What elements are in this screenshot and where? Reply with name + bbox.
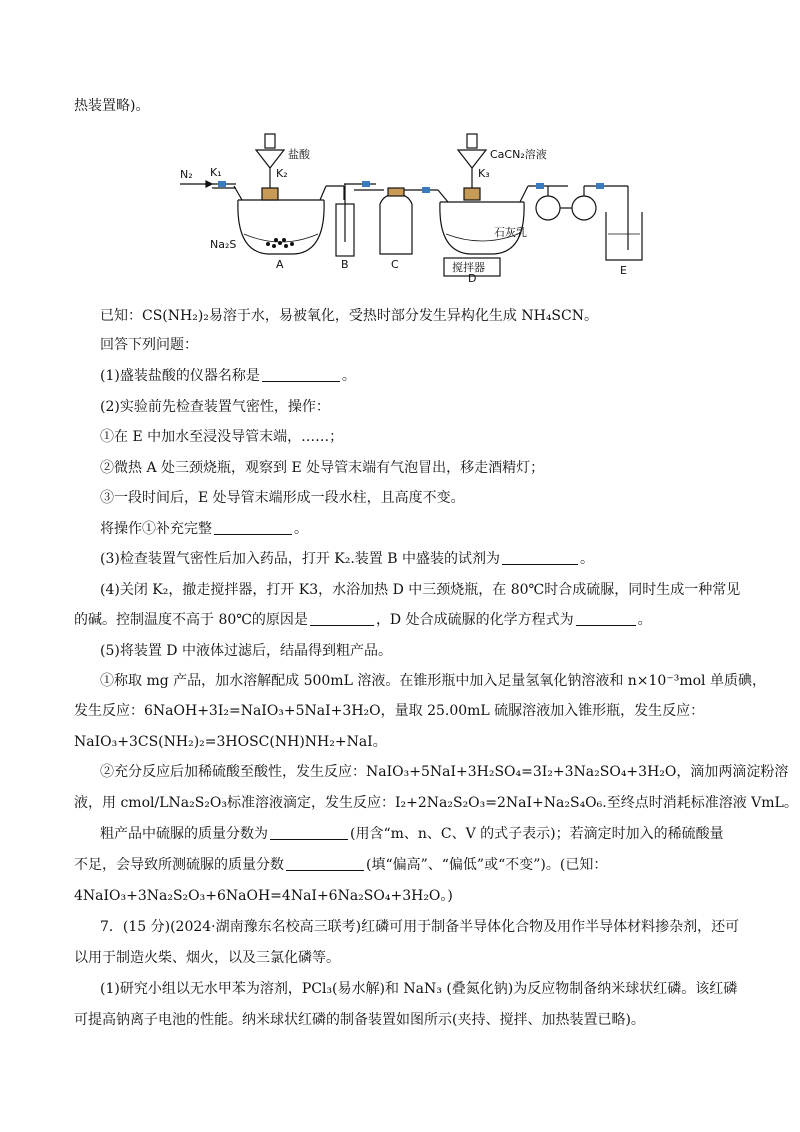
answer-prompt: 回答下列问题： — [100, 337, 198, 353]
q5-step2-b: 液，用 cmol/LNa₂S₂O₃标准溶液滴定，发生反应：I₂+2Na₂S₂O₃=2NaI+Na₂S₄O₆.至终点时消耗标准溶液 VmL。 — [74, 795, 798, 811]
funnel-a — [256, 150, 284, 168]
q5-step2-a: ②充分反应后加稀硫酸至酸性，发生反应：NaIO₃+5NaI+3H₂SO₄=3I₂+3Na₂SO₄+3H₂O，滴加两滴淀粉溶 — [100, 764, 789, 780]
label-a: A — [276, 258, 284, 271]
q4-line-b: 的碱。控制温度不高于 80℃的原因是 ，D 处合成硫脲的化学方程式为 。 — [74, 612, 652, 628]
q5-step1-c: NaIO₃+3CS(NH₂)₂=3HOSC(NH)NH₂+NaI。 — [74, 734, 387, 750]
q5-blank-1[interactable] — [270, 825, 348, 840]
q5-step1-a: ①称取 mg 产品，加水溶解配成 500mL 溶液。在锥形瓶中加入足量氢氧化钠溶液和 n×10⁻³mol 单质碘， — [100, 673, 766, 689]
label-b: B — [341, 258, 349, 271]
q5-result-b: 不足，会导致所测硫脲的质量分数 (填“偏高”、“偏低”或“不变”)。(已知： — [74, 857, 608, 873]
flask-a — [238, 200, 324, 254]
funnel-d — [458, 150, 486, 168]
q2-step2: ②微热 A 处三颈烧瓶，观察到 E 处导管末端有气泡冒出，移走酒精灯； — [100, 460, 545, 476]
q2-step1: ①在 E 中加水至浸没导管末端，……； — [100, 429, 344, 445]
label-c: C — [391, 258, 399, 271]
header-line: 热装置略)。 — [74, 98, 150, 114]
q5-result-c: 4NaIO₃+3Na₂S₂O₃+6NaOH=4NaI+6Na₂SO₄+3H₂O。) — [74, 888, 453, 904]
label-k1: K₁ — [210, 166, 222, 179]
q3-blank[interactable] — [502, 550, 578, 565]
q4-blank-1[interactable] — [310, 611, 374, 626]
q7-line-a: 7．(15 分)(2024·湖南豫东名校高三联考)红磷可用于制备半导体化合物及用作半导体材料掺杂剂，还可 — [100, 919, 740, 935]
apparatus-figure — [176, 122, 646, 282]
q2-blank[interactable] — [214, 520, 292, 535]
q2-complete: 将操作①补充完整 。 — [100, 521, 308, 537]
label-k2: K₂ — [276, 167, 288, 180]
label-e: E — [620, 264, 627, 277]
label-lime-milk: 石灰乳 — [494, 226, 527, 239]
label-k3: K₃ — [478, 167, 490, 180]
label-hcl: 盐酸 — [288, 148, 310, 161]
q7-part1-b: 可提高钠离子电池的性能。纳米球状红磷的制备装置如图所示(夹持、搅拌、加热装置已略)。 — [74, 1012, 645, 1028]
label-cacn2: CaCN₂溶液 — [490, 148, 547, 161]
bulb-2 — [572, 196, 596, 220]
q3-line: (3)检查装置气密性后加入药品，打开 K₂.装置 B 中盛装的试剂为 。 — [100, 551, 594, 567]
known-line: 已知：CS(NH₂)₂易溶于水，易被氧化，受热时部分发生异构化生成 NH₄SCN。 — [100, 308, 598, 324]
bottle-c — [380, 194, 412, 254]
q1-line: (1)盛装盐酸的仪器名称是 。 — [100, 368, 356, 384]
q4-blank-2[interactable] — [576, 611, 636, 626]
q2-step3: ③一段时间后，E 处导管末端形成一段水柱，且高度不变。 — [100, 490, 465, 506]
label-n2: N₂ — [180, 168, 193, 181]
q5-step1-b: 发生反应：6NaOH+3I₂=NaIO₃+5NaI+3H₂O，量取 25.00mL 硫脲溶液加入锥形瓶，发生反应： — [74, 703, 705, 719]
q2-line: (2)实验前先检查装置气密性，操作： — [100, 399, 330, 415]
q5-blank-2[interactable] — [286, 856, 364, 871]
label-stirrer: 搅拌器 — [452, 261, 485, 274]
label-na2s: Na₂S — [210, 238, 237, 251]
q4-line-a: (4)关闭 K₂，撤走搅拌器，打开 K3，水浴加热 D 中三颈烧瓶，在 80℃时合成硫脲，同时生成一种常见 — [100, 582, 741, 598]
q7-part1-a: (1)研究小组以无水甲苯为溶剂，PCl₃(易水解)和 NaN₃ (叠氮化钠)为反应物制备纳米球状红磷。该红磷 — [100, 981, 738, 997]
q5-line: (5)将装置 D 中液体过滤后，结晶得到粗产品。 — [100, 643, 392, 659]
beaker-e — [606, 212, 642, 260]
na2s-particles — [266, 238, 294, 248]
q1-blank[interactable] — [262, 367, 340, 382]
q5-result-a: 粗产品中硫脲的质量分数为 (用含“m、n、C、V 的式子表示)；若滴定时加入的稀硫酸量 — [100, 826, 724, 842]
label-d: D — [468, 272, 477, 282]
bulb-1 — [536, 196, 560, 220]
q7-line-b: 以用于制造火柴、烟火，以及三氯化磷等。 — [74, 950, 340, 966]
